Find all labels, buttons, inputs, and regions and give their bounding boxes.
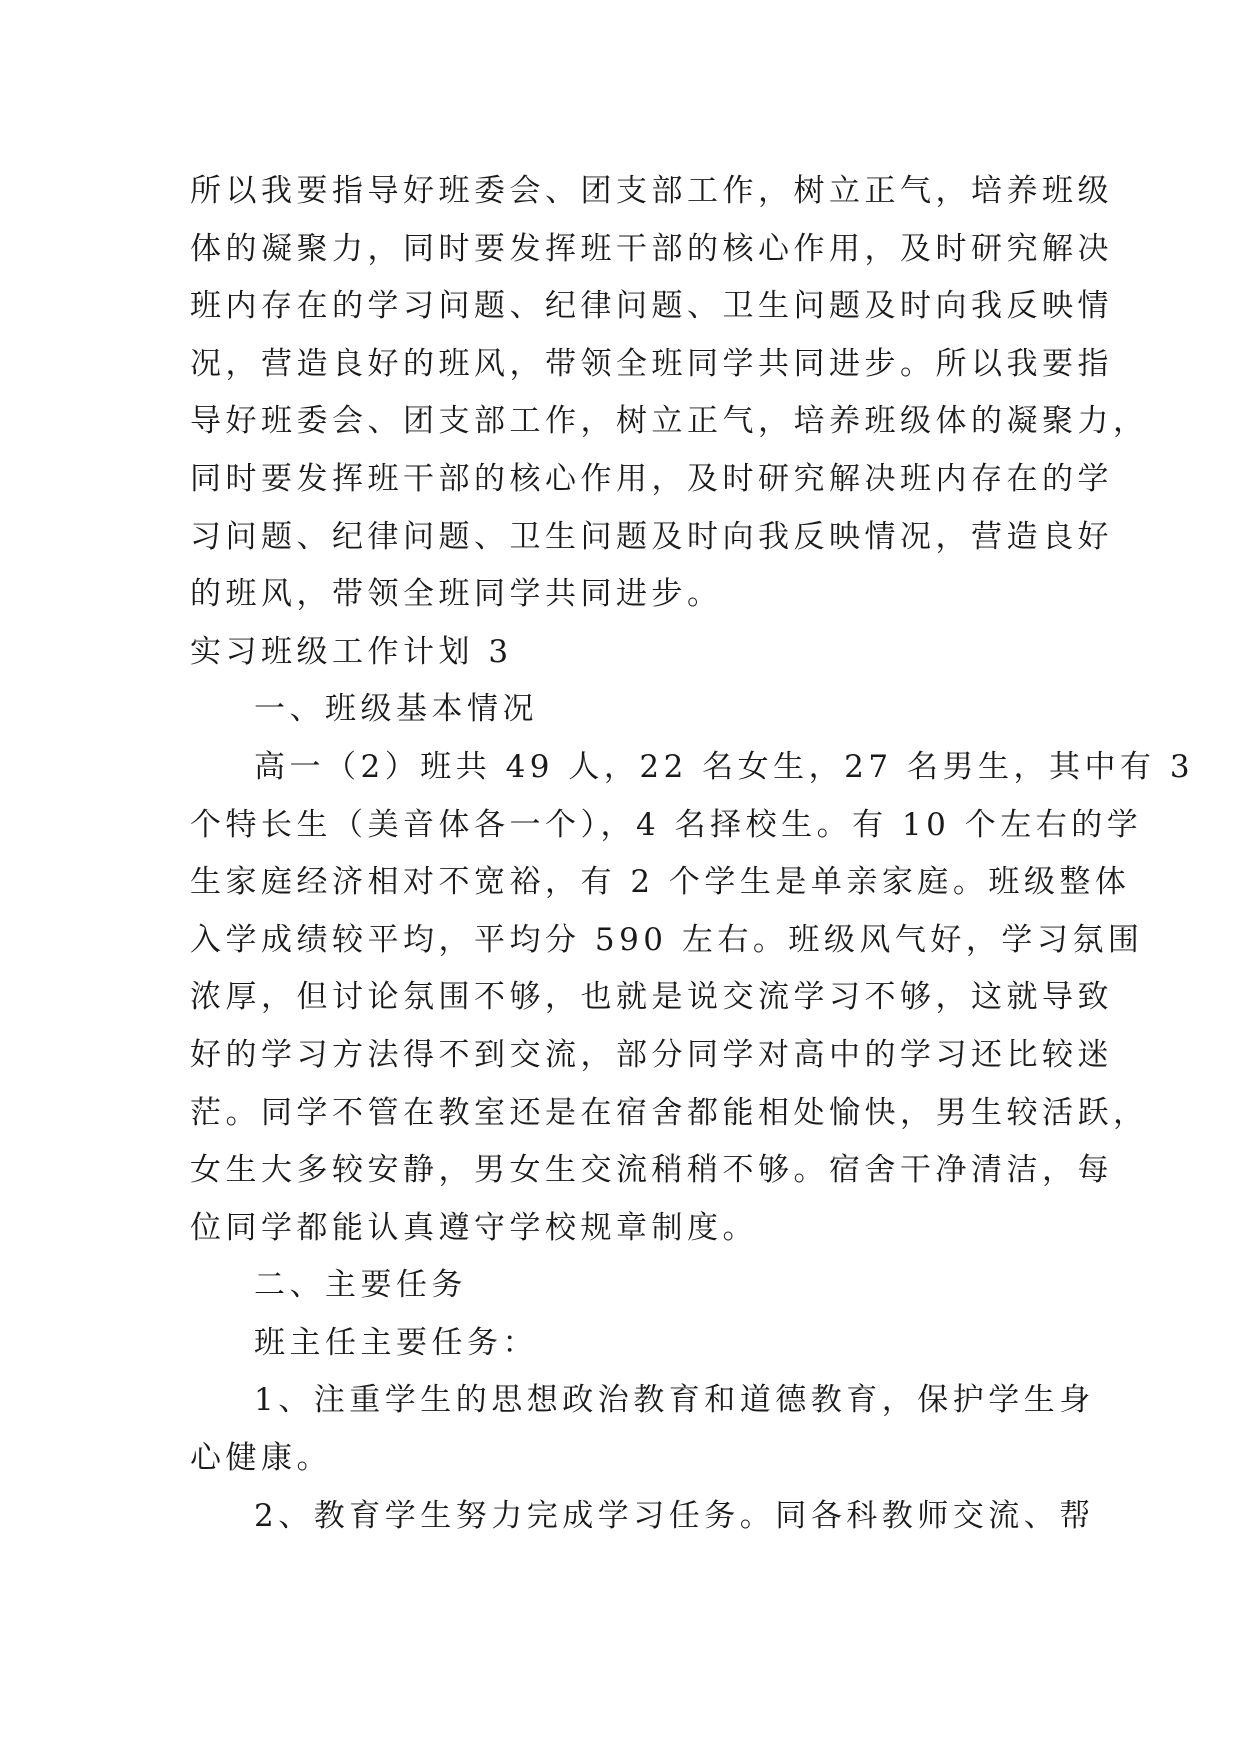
text-line: 生家庭经济相对不宽裕，有 2 个学生是单亲家庭。班级整体 bbox=[190, 864, 1131, 901]
text-line: 班内存在的学习问题、纪律问题、卫生问题及时向我反映情 bbox=[190, 288, 1113, 325]
text-line: 的班风，带领全班同学共同进步。 bbox=[190, 576, 723, 613]
text-line: 位同学都能认真遵守学校规章制度。 bbox=[190, 1209, 758, 1246]
text-line: 二、主要任务 bbox=[254, 1267, 467, 1304]
text-line: 女生大多较安静，男女生交流稍稍不够。宿舍干净清洁，每 bbox=[190, 1152, 1113, 1189]
text-line: 个特长生（美音体各一个），4 名择校生。有 10 个左右的学 bbox=[190, 806, 1143, 843]
text-line: 2、教育学生努力完成学习任务。同各科教师交流、帮 bbox=[254, 1497, 1095, 1534]
text-line: 浓厚，但讨论氛围不够，也就是说交流学习不够，这就导致 bbox=[190, 979, 1113, 1016]
text-line: 1、注重学生的思想政治教育和道德教育，保护学生身 bbox=[254, 1382, 1095, 1419]
text-line: 习问题、纪律问题、卫生问题及时向我反映情况，营造良好 bbox=[190, 518, 1113, 555]
text-line: 心健康。 bbox=[190, 1440, 332, 1477]
text-line: 一、班级基本情况 bbox=[254, 691, 538, 728]
text-line: 高一（2）班共 49 人，22 名女生，27 名男生，其中有 3 bbox=[254, 748, 1195, 785]
text-line: 茫。同学不管在教室还是在宿舍都能相处愉快，男生较活跃， bbox=[190, 1094, 1149, 1131]
text-line: 入学成绩较平均，平均分 590 左右。班级风气好，学习氛围 bbox=[190, 921, 1144, 958]
text-line: 好的学习方法得不到交流，部分同学对高中的学习还比较迷 bbox=[190, 1036, 1113, 1073]
text-line: 导好班委会、团支部工作，树立正气，培养班级体的凝聚力， bbox=[190, 403, 1149, 440]
text-line: 实习班级工作计划 3 bbox=[190, 633, 513, 670]
text-line: 同时要发挥班干部的核心作用，及时研究解决班内存在的学 bbox=[190, 460, 1113, 497]
document-body bbox=[190, 163, 1195, 1545]
text-line: 班主任主要任务： bbox=[254, 1324, 538, 1361]
text-line: 所以我要指导好班委会、团支部工作，树立正气，培养班级 bbox=[190, 173, 1113, 209]
text-line: 况，营造良好的班风，带领全班同学共同进步。所以我要指 bbox=[190, 345, 1113, 382]
text-line: 体的凝聚力，同时要发挥班干部的核心作用，及时研究解决 bbox=[190, 230, 1113, 267]
